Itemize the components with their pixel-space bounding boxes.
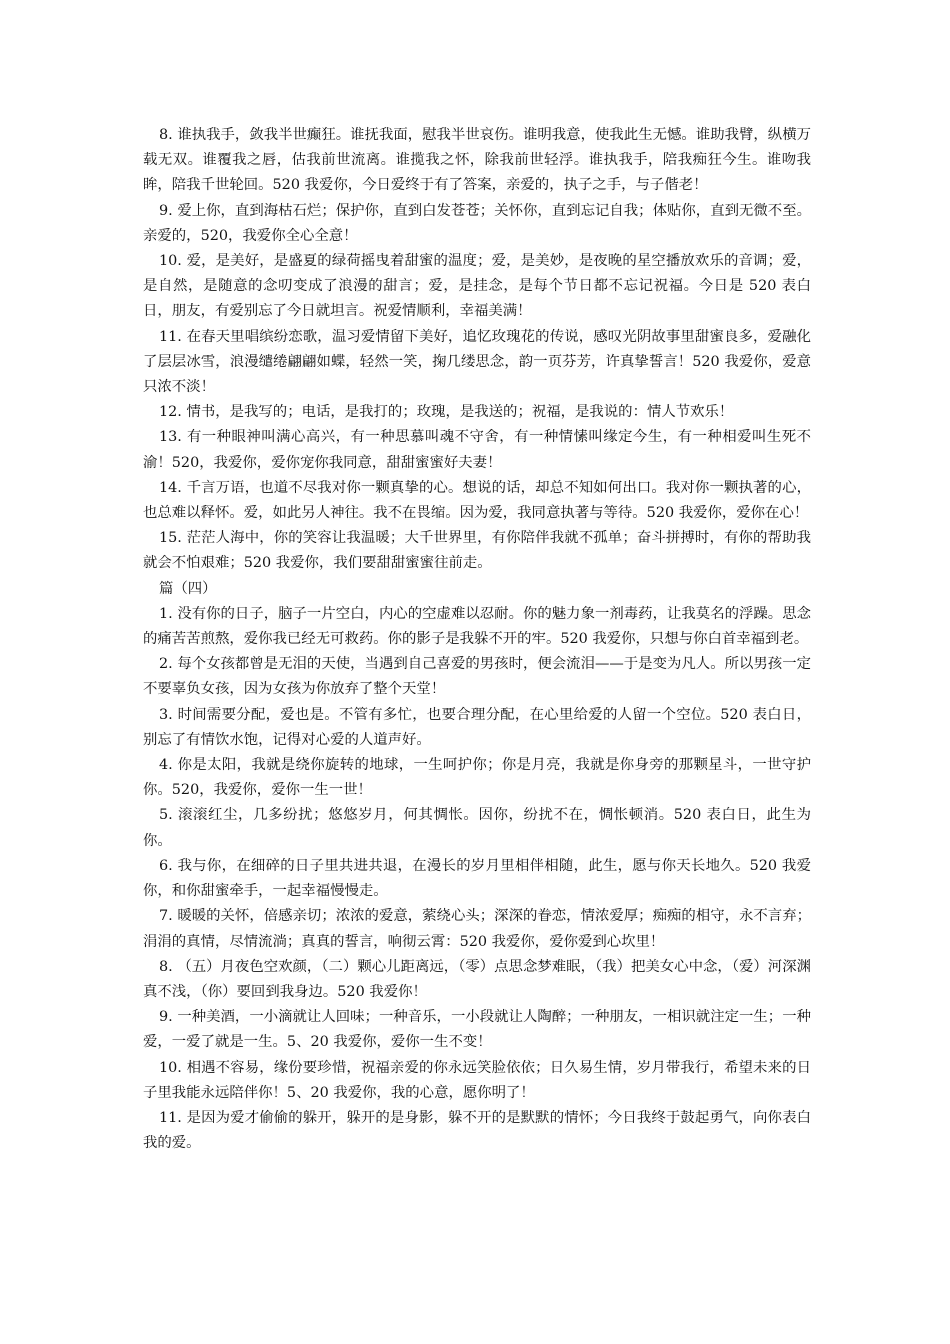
section-heading: 篇（四） xyxy=(159,580,217,597)
paragraph-b4: 4. 你是太阳，我就是绕你旋转的地球，一生呵护你；你是月亮，我就是你身旁的那颗星斗，一世守护你。520，我爱你，爱你一生一世！ xyxy=(143,757,811,799)
paragraph-b11: 11. 是因为爱才偷偷的躲开，躲开的是身影，躲不开的是默默的情怀；今日我终于鼓起勇气，向你表白我的爱。 xyxy=(143,1109,811,1152)
document-page xyxy=(143,123,811,1156)
paragraph-a15: 15. 茫茫人海中，你的笑容让我温暖；大千世界里，有你陪伴我就不孤单；奋斗拼搏时，有你的帮助我就会不怕艰难；520 我爱你，我们要甜甜蜜蜜往前走。 xyxy=(143,530,811,572)
paragraph-b10: 10. 相遇不容易，缘份要珍惜，祝福亲爱的你永远笑脸依依；日久易生情，岁月带我行，希望未来的日子里我能永远陪伴你！5、20 我爱你，我的心意，愿你明了！ xyxy=(143,1059,811,1101)
paragraph-a12: 12. 情书，是我写的；电话，是我打的；玫瑰，是我送的；祝福，是我说的：情人节欢乐！ xyxy=(159,404,734,421)
paragraph-b1: 1. 没有你的日子，脑子一片空白，内心的空虚难以忍耐。你的魅力象一剂毒药，让我莫名的浮躁。思念的痛苦苦煎熬，爱你我已经无可救药。你的影子是我躲不开的牢。520 我爱你，只想与你白首幸福到老。 xyxy=(143,605,811,648)
paragraph-b8: 8. （五）月夜色空欢颜，（二）颗心儿距离远，（零）点思念梦难眠，（我）把美女心中念，（爱）河深渊真不浅，（你）要回到我身边。520 我爱你！ xyxy=(143,958,811,1000)
paragraph-b5: 5. 滚滚红尘，几多纷扰；悠悠岁月，何其惆怅。因你，纷扰不在，惆怅顿消。520 表白日，此生为你。 xyxy=(143,807,811,849)
paragraph-a10: 10. 爱，是美好，是盛夏的绿荷摇曳着甜蜜的温度；爱，是美妙，是夜晚的星空播放欢乐的音调；爱，是自然，是随意的念叨变成了浪漫的甜言；爱，是挂念，是每个节日都不忘记祝福。今日是 520 表白日，朋友，有爱别忘了今日就坦言。祝爱情顺利，幸福美满！ xyxy=(143,253,811,320)
paragraph-a8: 8. 谁执我手，敛我半世癫狂。谁抚我面，慰我半世哀伤。谁明我意，使我此生无憾。谁助我臂，纵横万载无双。谁覆我之唇，估我前世流离。谁揽我之怀，除我前世轻浮。谁执我手，陪我痴狂今生。谁吻我眸，陪我千世轮回。520 我爱你，今日爱终于有了答案，亲爱的，执子之手，与子偕老！ xyxy=(143,127,811,194)
paragraph-b9: 9. 一种美酒，一小滴就让人回味；一种音乐，一小段就让人陶醉；一种朋友，一相识就注定一生；一种爱，一爱了就是一生。5、20 我爱你，爱你一生不变！ xyxy=(143,1009,811,1051)
paragraph-b2: 2. 每个女孩都曾是无泪的天使，当遇到自己喜爱的男孩时，便会流泪——于是变为凡人。所以男孩一定不要辜负女孩，因为女孩为你放弃了整个天堂！ xyxy=(143,656,811,698)
paragraph-a11: 11. 在春天里唱缤纷恋歌，温习爱情留下美好，追忆玫瑰花的传说，感叹光阴故事里甜蜜良多，爱融化了层层冰雪，浪漫缱绻翩翩如蝶，轻然一笑，掬几缕思念，韵一页芬芳，许真挚誓言！520 我爱你，爱意只浓不淡！ xyxy=(143,328,811,396)
paragraph-b7: 7. 暖暖的关怀，倍感亲切；浓浓的爱意，萦绕心头；深深的眷恋，情浓爱厚；痴痴的相守，永不言弃；涓涓的真情，尽情流淌；真真的誓言，响彻云霄：520 我爱你，爱你爱到心坎里！ xyxy=(143,908,811,950)
paragraph-b3: 3. 时间需要分配，爱也是。不管有多忙，也要合理分配，在心里给爱的人留一个空位。520 表白日，别忘了有情饮水饱，记得对心爱的人道声好。 xyxy=(143,706,811,748)
paragraph-b6: 6. 我与你，在细碎的日子里共进共退，在漫长的岁月里相伴相随，此生，愿与你天长地久。520 我爱你，和你甜蜜牵手，一起幸福慢慢走。 xyxy=(143,857,811,900)
paragraph-a9: 9. 爱上你，直到海枯石烂；保护你，直到白发苍苍；关怀你，直到忘记自我；体贴你，直到无微不至。亲爱的，520，我爱你全心全意！ xyxy=(143,202,811,244)
paragraph-a14: 14. 千言万语，也道不尽我对你一颗真挚的心。想说的话，却总不知如何出口。我对你一颗执著的心，也总难以释怀。爱，如此另人神往。我不在畏缩。因为爱，我同意执著与等待。520 我爱你，爱你在心！ xyxy=(143,479,811,522)
paragraph-a13: 13. 有一种眼神叫满心高兴，有一种思慕叫魂不守舍，有一种情愫叫缘定今生，有一种相爱叫生死不渝！520，我爱你，爱你宠你我同意，甜甜蜜蜜好夫妻！ xyxy=(143,429,811,471)
